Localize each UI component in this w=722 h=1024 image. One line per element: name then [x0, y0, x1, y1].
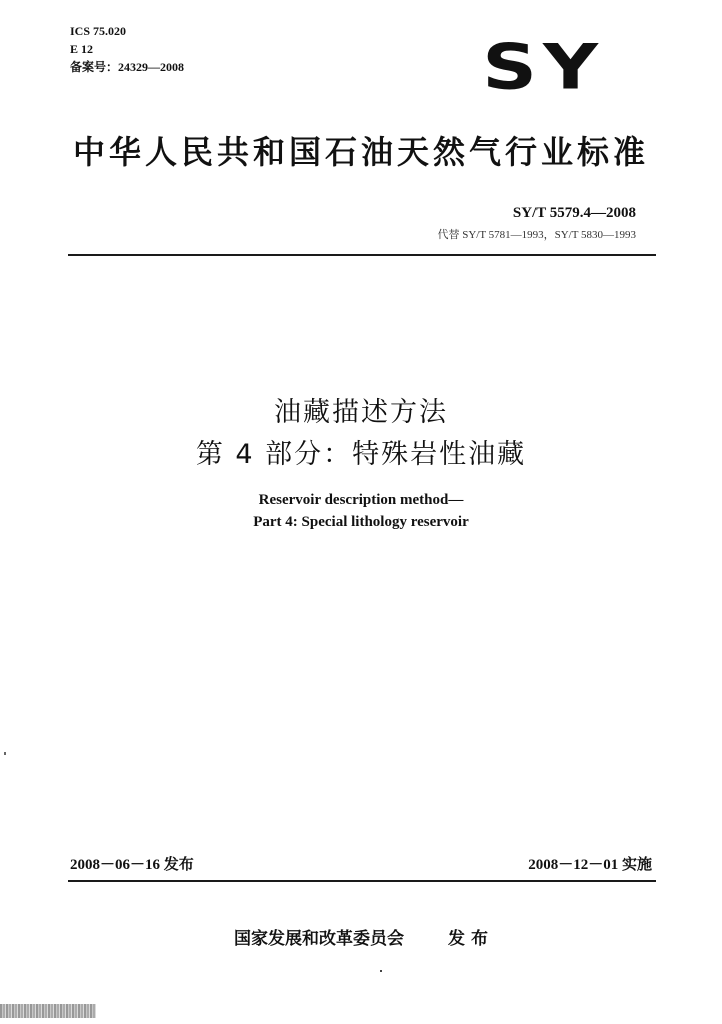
scan-artifact — [0, 1004, 96, 1018]
document-title-cn-line2: 第 4 部分：特殊岩性油藏 — [195, 439, 527, 470]
implementation-date: 2008－12－01 实施 — [528, 857, 652, 873]
issuer-name: 国家发展和改革委员会 — [234, 929, 405, 949]
classification-code: E 12 — [70, 42, 94, 56]
document-title-en-line2: Part 4: Special lithology reservoir — [253, 514, 469, 530]
issue-date: 2008－06－16 发布 — [70, 857, 194, 873]
registration-number: 备案号：24329—2008 — [70, 60, 185, 74]
scan-speck — [380, 970, 382, 972]
document-title-en-line1: Reservoir description method— — [258, 492, 464, 508]
footer-divider — [68, 880, 656, 882]
scan-speck — [4, 752, 6, 755]
document-title-cn-line1: 油藏描述方法 — [274, 397, 448, 428]
standard-number: SY/T 5579.4—2008 — [512, 205, 636, 221]
header-divider — [68, 254, 656, 256]
issued-label: 发 布 — [448, 929, 488, 949]
standard-category-title: 中华人民共和国石油天然气行业标准 — [72, 133, 649, 171]
sy-logo: SY — [482, 30, 604, 104]
replaces-note: 代替 SY/T 5781—1993，SY/T 5830—1993 — [437, 229, 636, 241]
ics-code: ICS 75.020 — [70, 24, 127, 38]
issuer-line — [0, 924, 722, 949]
